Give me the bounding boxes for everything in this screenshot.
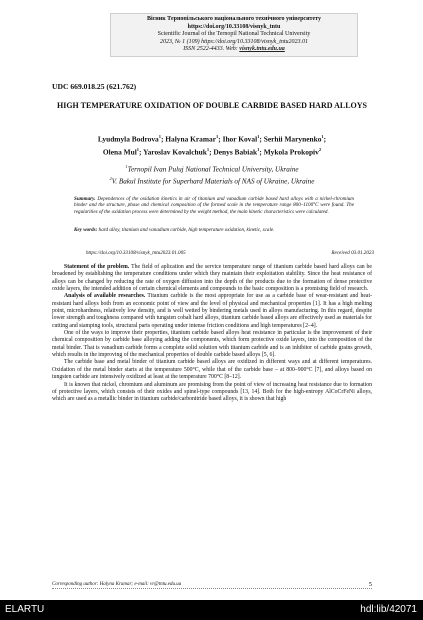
- journal-issn: [111, 46, 357, 54]
- keywords: [74, 227, 354, 233]
- author-affil-marker: 2: [318, 147, 322, 153]
- article-doi-link[interactable]: https://doi.org/10.33108/visnyk_tntu2023.01.005: [86, 250, 186, 256]
- udc-code: UDC 669.018.25 (621.762): [52, 82, 137, 91]
- affiliation-text: V. Bakul Institute for Superhard Materials of NAS of Ukraine, Ukraine: [111, 177, 315, 186]
- author-name: Yaroslav Kovalchuk: [143, 147, 207, 157]
- paragraph-text: Titanium carbide is the most appropriate for use as a carbide base of wear-resistant and heat-resistant hard alloys both from an economic point of view and the level of physical and mechanical properties [1]. It has a high melting point, microhardness, relatively low density, and is well wetted by bindering metals used in alloys manufacturing. In this regard, despite lower strength and toughness compared with tungsten cobalt hard alloys, titanium carbide based alloys are effectively used as materials for cutting and stamping tools, structural parts operating under intense friction conditions and high temperatures [2–4].: [52, 293, 372, 329]
- received-date: Received 03.01.2023: [331, 250, 374, 256]
- body-paragraph: One of the ways to improve their properties, titanium carbide based alloys heat resistance in particular is the improvement of their chemical composition by carbide base alloying adding the components, which form protective oxide layers, into the composition of the metal binder. That is vanadium carbide forms a complete solid solution with titanium carbide and is an inhibitor of carbide grains growth, which results in the improving of the mechanical properties of double carbide based alloys [5, 6].: [52, 330, 372, 359]
- author-name: Denys Babiak: [213, 147, 258, 157]
- author-affil-marker: 1: [257, 147, 260, 153]
- author-name: Serhii Marynenko: [263, 134, 322, 144]
- section-heading: Statement of the problem.: [64, 264, 130, 270]
- author-name: Lyudmyla Bodrova: [97, 134, 159, 144]
- issn-text: ISSN 2522-4433. Web:: [183, 46, 240, 53]
- affiliation-marker: 1: [125, 164, 128, 169]
- journal-name-ua: Вісник Тернопільського національного технічного університету: [146, 16, 322, 22]
- keywords-text: hard alloy, titanium and vanadium carbide, high temperature oxidation, kinetic, scale.: [98, 227, 275, 233]
- repository-bar: [0, 600, 423, 620]
- journal-header-box: [110, 13, 358, 57]
- article-body: [52, 264, 372, 404]
- keywords-label: Key words:: [74, 227, 98, 233]
- page-footer: [52, 582, 372, 587]
- repository-name: ELARTU: [5, 604, 45, 615]
- author-affil-marker: 1: [321, 134, 324, 139]
- journal-website-link[interactable]: visnyk.tntu.edu.ua: [239, 46, 285, 53]
- page-number: 5: [368, 581, 372, 588]
- author-name: Mykola Prokopiv: [263, 147, 319, 157]
- affiliation-item: [52, 174, 372, 186]
- author-affil-marker: 1: [257, 134, 260, 139]
- abstract: [74, 196, 354, 215]
- handle-link[interactable]: hdl:lib/42071: [360, 604, 417, 615]
- abstract-label: Summary.: [74, 196, 96, 202]
- author-affil-marker: 1: [216, 134, 219, 139]
- author-name: Ihor Koval: [222, 134, 258, 144]
- affiliation-marker: 2: [109, 176, 112, 182]
- journal-doi-link[interactable]: https://doi.org/10.33108/visnyk_tntu: [187, 23, 281, 30]
- author-affil-marker: 1: [136, 147, 140, 153]
- corresponding-author: Corresponding author: Halyna Kramar; e-mail: vr@tntu.edu.ua: [52, 582, 182, 587]
- paper-title: HIGH TEMPERATURE OXIDATION OF DOUBLE CARBIDE BASED HARD ALLOYS: [57, 101, 367, 110]
- section-heading: Analysis of available researches.: [64, 293, 146, 300]
- author-list: Lyudmyla Bodrova$^1$; Halyna Kramar$^1$; Ihor Koval$^1$; Serhii Marynenko$^1$; Olena Mul$^1$; Yaroslav Kovalchuk$^1$; Denys Babiak$^1$; Mykola Prokopiv$^2$: [97, 134, 327, 157]
- abstract-text: Dependences of the oxidation kinetics in air of titanium and vanadium carbide based hard alloys with a nickel-chromium binder and the structure, phase and chemical composition of the formed scale in the temperature range 800–1100°С were found. The regularities of the oxidation process were determined by the weight method, the main kinetic characteristics were calculated.: [74, 196, 354, 215]
- body-paragraph: [52, 293, 372, 330]
- paragraph-text: The field of aplication and the service temperature range of titanium carbide based hard alloys can be broadened by establishing the temperature conditions under which they maintain their exploitation stability. Since the heat resistance of alloys can be changed by reducing the rate of oxygen diffusion into the depth of the products due to the formation of dense protective oxide layers, the intended addition of certain chemical elements and compounds to the basic composition is a promising field of research.: [52, 264, 372, 293]
- affiliation-text: Ternopil Ivan Puluj National Technical University, Ukraine: [127, 165, 299, 174]
- affiliation-list: [52, 162, 372, 187]
- author-affil-marker: 1: [206, 147, 210, 153]
- body-paragraph: The carbide base and metal binder of titanium carbide based alloys are oxidized in different ways and at different temperatures. Oxidation of the metal binder starts at the temperature 500°С, while that of the carbide base – at 800–900°С [7], and alloys based on tungsten carbide are intensively oxidized at least at the temperature 700°С [8–12].: [52, 359, 372, 381]
- author-affil-marker: 1: [158, 134, 161, 139]
- body-paragraph: It is known that nickel, chromium and aluminum are promising from the point of view of increasing heat resistance due to formation of protective layers, which consists of their oxides and spinel-type compounds [13, 14]. Both for the high-entropy AlCoCrFeNi alloys, which are used as a metallic binder in titanium carbide/carbonitride based alloys, it is shown that high: [52, 381, 372, 403]
- body-paragraph: [52, 264, 372, 293]
- author-name: Olena Mul: [102, 147, 137, 157]
- journal-name-en: Scientific Journal of the Ternopil National Technical University: [157, 31, 311, 38]
- journal-issue: 2023, № 1 (109) https://doi.org/10.33108/visnyk_tntu2023.01: [159, 38, 309, 45]
- affiliation-item: [52, 162, 372, 174]
- author-name: Halyna Kramar: [165, 134, 216, 144]
- footer-divider: [52, 588, 372, 589]
